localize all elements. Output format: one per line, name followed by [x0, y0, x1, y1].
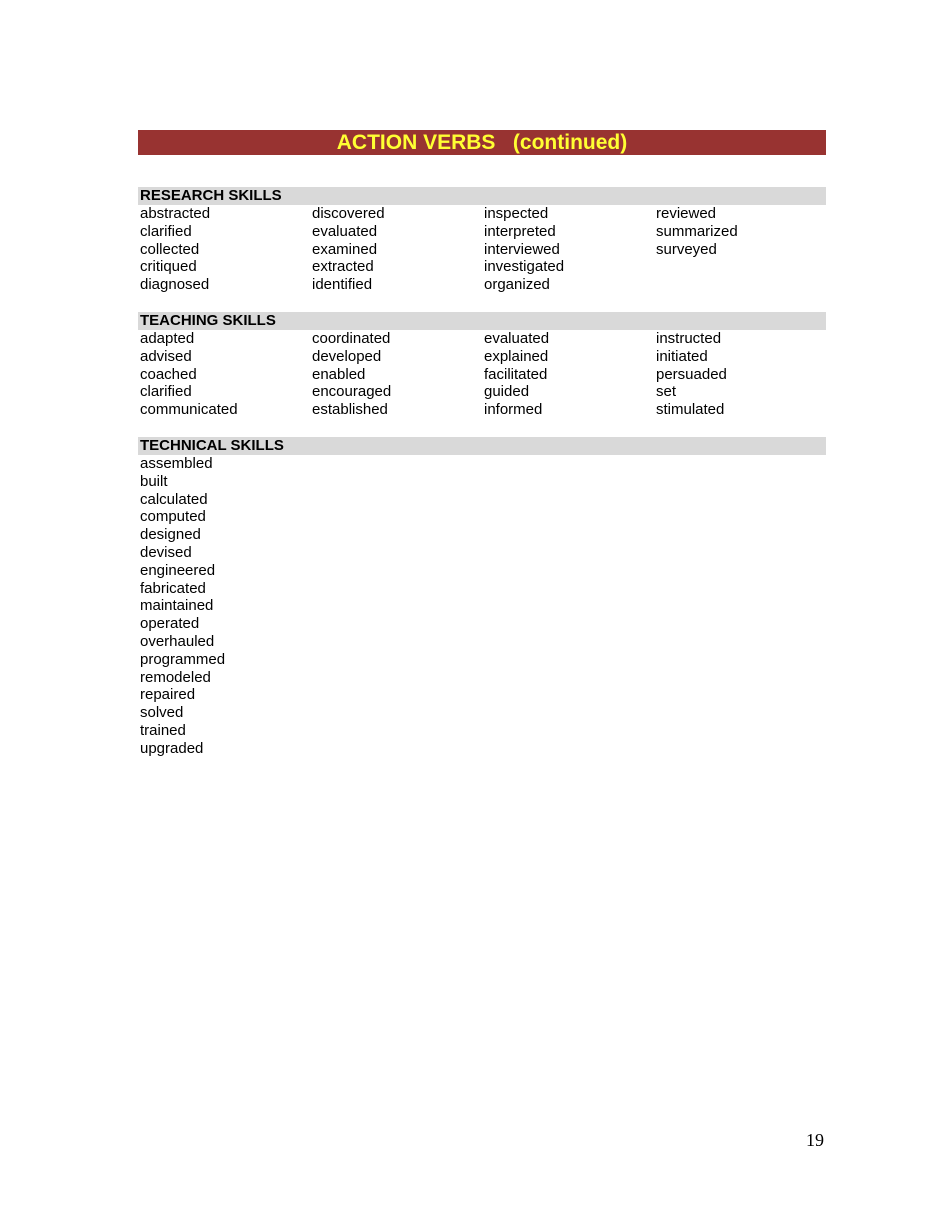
verb-item: developed [312, 347, 382, 365]
sections-container [138, 187, 826, 758]
verb-item: investigated [484, 258, 565, 276]
verb-item: facilitated [484, 365, 548, 383]
verb-item: initiated [656, 347, 708, 365]
section-teaching-skills [138, 312, 826, 419]
verb-column [654, 330, 826, 419]
verb-item: designed [140, 526, 201, 544]
section-header: RESEARCH SKILLS [138, 187, 826, 205]
verb-item: guided [484, 383, 530, 401]
verb-item: operated [140, 615, 200, 633]
page-number: 19 [806, 1130, 824, 1150]
verb-item: surveyed [656, 240, 717, 258]
verb-column [482, 205, 654, 294]
verb-item: fabricated [140, 579, 206, 597]
verb-item: clarified [140, 222, 192, 240]
section-header: TECHNICAL SKILLS [138, 437, 826, 455]
verb-item: explained [484, 347, 549, 365]
verb-item: overhauled [140, 632, 215, 650]
verb-item: computed [140, 508, 206, 526]
verb-item: reviewed [656, 205, 717, 222]
page-title: ACTION VERBS (continued) [138, 130, 826, 155]
verb-item: abstracted [140, 205, 211, 222]
section-research-skills [138, 187, 826, 294]
verb-item: remodeled [140, 668, 211, 686]
verb-item: adapted [140, 329, 195, 347]
verb-column [310, 205, 482, 294]
verb-item: encouraged [312, 383, 392, 401]
section-header: TEACHING SKILLS [138, 312, 826, 330]
verb-item: inspected [484, 205, 549, 222]
verb-item: assembled [140, 454, 213, 472]
verb-item: stimulated [656, 401, 725, 419]
verb-item: repaired [140, 686, 196, 704]
verb-item: solved [140, 704, 184, 722]
verb-item: interviewed [484, 240, 560, 258]
verb-item: clarified [140, 383, 192, 401]
verb-column [138, 205, 310, 294]
verb-column [482, 330, 654, 419]
document-page [138, 130, 826, 758]
verb-item: interpreted [484, 222, 556, 240]
verb-item: collected [140, 240, 200, 258]
verb-item: informed [484, 401, 543, 419]
verb-item: persuaded [656, 365, 727, 383]
verb-item: instructed [656, 329, 722, 347]
verb-item: upgraded [140, 739, 204, 757]
verb-item: evaluated [312, 222, 378, 240]
verb-column [310, 330, 482, 419]
verb-item: identified [312, 276, 373, 294]
verb-item: set [656, 383, 677, 401]
verb-item: discovered [312, 205, 385, 222]
verb-item: engineered [140, 561, 216, 579]
verb-item: coordinated [312, 329, 391, 347]
verb-column [138, 455, 323, 758]
verb-item: diagnosed [140, 276, 210, 294]
verb-columns [138, 330, 826, 419]
verb-item: maintained [140, 597, 214, 615]
verb-item: established [312, 401, 388, 419]
verb-item: calculated [140, 490, 208, 508]
section-technical-skills [138, 437, 826, 758]
verb-item: evaluated [484, 329, 550, 347]
verb-item: enabled [312, 365, 366, 383]
verb-item: devised [140, 543, 192, 561]
verb-columns [138, 455, 826, 758]
verb-column [654, 205, 826, 294]
verb-column [138, 330, 310, 419]
verb-item: programmed [140, 650, 226, 668]
verb-item: summarized [656, 222, 738, 240]
verb-columns [138, 205, 826, 294]
verb-item: coached [140, 365, 197, 383]
verb-item: trained [140, 721, 186, 739]
verb-item: extracted [312, 258, 374, 276]
verb-item: examined [312, 240, 378, 258]
verb-item: communicated [140, 401, 238, 419]
verb-item: organized [484, 276, 550, 294]
verb-item: built [140, 472, 168, 490]
verb-item: advised [140, 347, 192, 365]
verb-item: critiqued [140, 258, 197, 276]
